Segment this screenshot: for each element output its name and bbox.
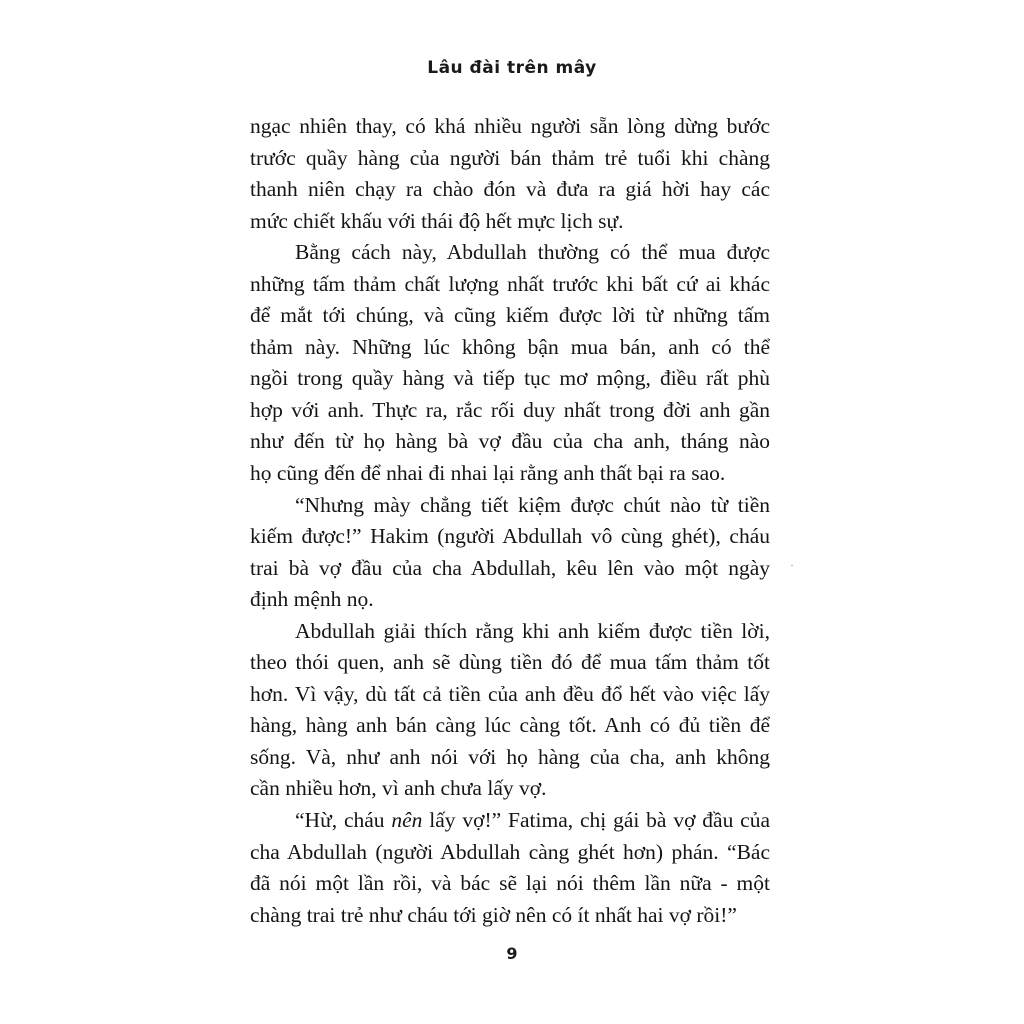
text-line: định mệnh nọ. [250,587,374,612]
text-line: thảm này. Những lúc không bận mua bán, anh có thể [250,334,770,359]
text-line: sống. Và, như anh nói với họ hàng của cha, anh không [250,744,770,769]
text-line: để mắt tới chúng, và cũng kiếm được lời từ những tấm [250,303,770,328]
text-line: những tấm thảm chất lượng nhất trước khi bất cứ ai khác [250,271,770,296]
text-line: trước quầy hàng của người bán thảm trẻ tuổi khi chàng [250,145,770,170]
text-line: ngạc nhiên thay, có khá nhiều người sẵn lòng dừng bước [250,114,770,138]
body-text [250,111,770,931]
emphasized-word: nên [391,808,423,833]
text-line: hàng, hàng anh bán càng lúc càng tốt. Anh có đủ tiền để [250,713,770,738]
text-line: kiếm được!” Hakim (người Abdullah vô cùng ghét), cháu [250,524,770,549]
text-line: như đến từ họ hàng bà vợ đầu của cha anh, tháng nào [250,429,770,454]
paragraph [250,616,770,805]
text-line: hơn. Vì vậy, dù tất cả tiền của anh đều đổ hết vào việc lấy [250,681,770,706]
text-run: “Hừ, cháu [295,808,392,833]
margin-speck [791,565,793,566]
text-line: Bằng cách này, Abdullah thường có thể mua được [295,240,770,265]
text-line: ngồi trong quầy hàng và tiếp tục mơ mộng, điều rất phù [250,366,770,391]
text-line: họ cũng đến để nhai đi nhai lại rằng anh thất bại ra sao. [250,461,726,486]
running-header: Lâu đài trên mây [427,58,597,78]
paragraph [250,111,770,237]
text-line: trai bà vợ đầu của cha Abdullah, kêu lên vào một ngày [250,555,770,580]
text-line: thanh niên chạy ra chào đón và đưa ra giá hời hay các [250,177,770,202]
paragraph [250,490,770,616]
text-line: mức chiết khấu với thái độ hết mực lịch sự. [250,208,624,233]
text-line: “Nhưng mày chẳng tiết kiệm được chút nào từ tiền [295,492,770,517]
text-line: cần nhiều hơn, vì anh chưa lấy vợ. [250,776,547,801]
text-run: lấy vợ!” Fatima, chị gái bà vợ đầu của [422,808,771,833]
text-line: Abdullah giải thích rằng khi anh kiếm được tiền lời, [295,618,770,643]
text-line: chàng trai trẻ như cháu tới giờ nên có ít nhất hai vợ rồi!” [250,902,737,927]
text-line: theo thói quen, anh sẽ dùng tiền đó để mua tấm thảm tốt [250,650,770,675]
text-line [250,805,770,837]
text-line: hợp với anh. Thực ra, rắc rối duy nhất trong đời anh gần [250,397,770,422]
page-number: 9 [506,944,518,963]
text-line: cha Abdullah (người Abdullah càng ghét hơn) phán. “Bác [250,839,770,864]
paragraph [250,805,770,931]
text-line: đã nói một lần rồi, và bác sẽ lại nói thêm lần nữa - một [250,871,770,896]
paragraph [250,237,770,489]
